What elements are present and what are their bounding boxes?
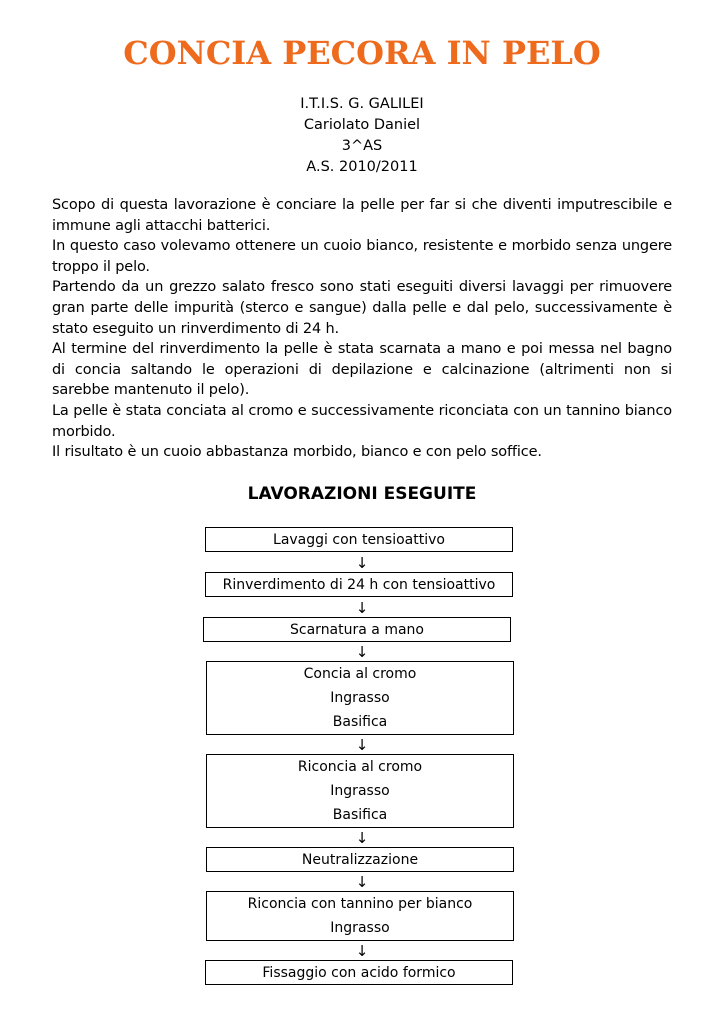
flow-step	[206, 661, 514, 735]
flow-step	[206, 891, 514, 941]
flow-arrow: ↓	[355, 599, 369, 617]
flow-step-text: Ingrasso	[330, 783, 390, 799]
document-body	[52, 195, 672, 463]
flow-arrow: ↓	[355, 942, 369, 960]
flow-arrow: ↓	[355, 736, 369, 754]
paragraph: La pelle è stata conciata al cromo e successivamente riconciata con un tannino bianco morbido.	[52, 402, 672, 440]
flow-step-text: Basifica	[332, 807, 388, 823]
flow-step	[205, 572, 513, 597]
flow-step	[206, 754, 514, 828]
author-name: Cariolato Daniel	[303, 117, 421, 133]
paragraph: Partendo da un grezzo salato fresco sono stati eseguiti diversi lavaggi per rimuovere gran parte delle impurità (sterco e sangue) dalla pelle e dal pelo, successivamente è stato eseguito un rinverdimento di 24 h.	[52, 279, 672, 337]
flow-step-text: Rinverdimento di 24 h con tensioattivo	[222, 577, 496, 593]
flow-step-text: Fissaggio con acido formico	[262, 965, 456, 981]
flow-step	[205, 960, 513, 985]
flow-step-text: Neutralizzazione	[301, 852, 419, 868]
flow-arrow: ↓	[355, 643, 369, 661]
document-title: CONCIA PECORA IN PELO	[123, 34, 601, 72]
flow-step-text: Ingrasso	[330, 920, 390, 936]
flow-arrow: ↓	[355, 873, 369, 891]
flow-step-text: Riconcia al cromo	[297, 759, 423, 775]
flow-step	[206, 847, 514, 872]
class-name: 3^AS	[341, 138, 383, 154]
school-name: I.T.I.S. G. GALILEI	[300, 96, 424, 112]
flow-step	[203, 617, 511, 642]
flow-step-text: Concia al cromo	[303, 666, 417, 682]
section-title: LAVORAZIONI ESEGUITE	[247, 484, 477, 504]
flow-step-text: Lavaggi con tensioattivo	[273, 532, 445, 548]
flow-step-text: Ingrasso	[330, 690, 390, 706]
flow-step	[205, 527, 513, 552]
paragraph: Il risultato è un cuoio abbastanza morbido, bianco e con pelo soffice.	[52, 444, 542, 461]
paragraph: Al termine del rinverdimento la pelle è stata scarnata a mano e poi messa nel bagno di concia saltando le operazioni di depilazione e calcinazione (altrimenti non si sarebbe mantenuto il pelo).	[52, 341, 672, 399]
flow-step-text: Scarnatura a mano	[290, 622, 424, 638]
paragraph: Scopo di questa lavorazione è conciare la pelle per far si che diventi imputrescibile e immune agli attacchi batterici.	[52, 197, 672, 234]
flow-arrow: ↓	[355, 554, 369, 572]
flow-step-text: Basifica	[332, 714, 388, 730]
school-year: A.S. 2010/2011	[306, 159, 418, 175]
flow-arrow: ↓	[355, 829, 369, 847]
flow-step-text: Riconcia con tannino per bianco	[247, 896, 473, 912]
document-header-info	[0, 94, 724, 178]
paragraph: In questo caso volevamo ottenere un cuoio bianco, resistente e morbido senza ungere troppo il pelo.	[52, 238, 672, 275]
